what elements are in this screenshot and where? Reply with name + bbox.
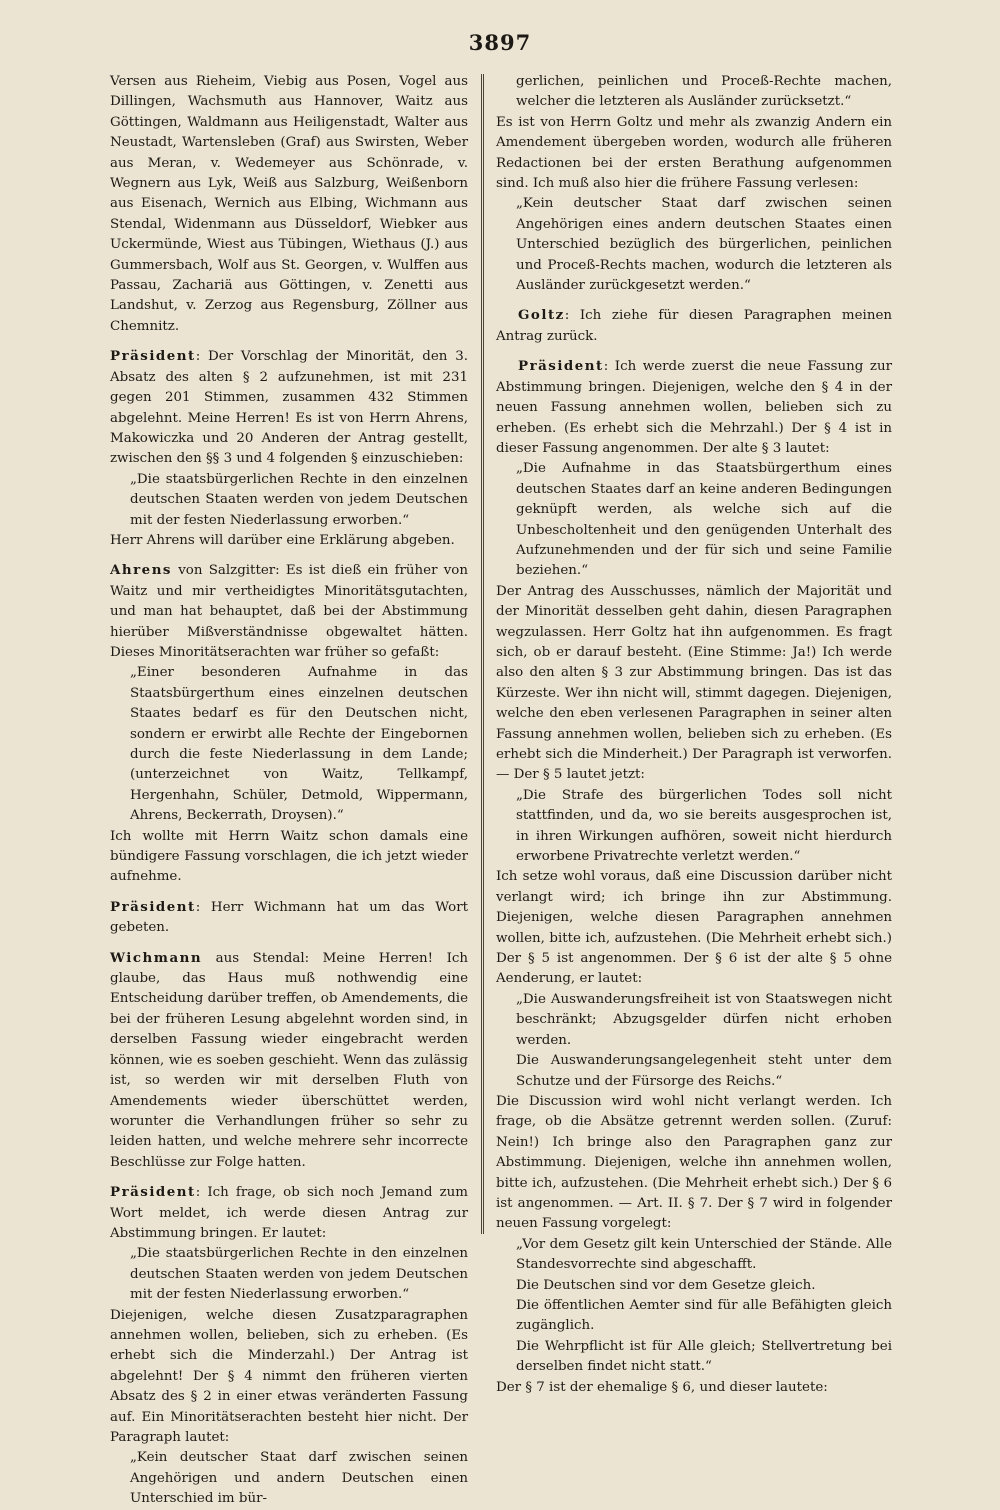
body-paragraph: Herr Ahrens will darüber eine Erklärung abgeben. — [110, 532, 455, 548]
speech-text: : Der Vorschlag der Minorität, den 3. Absatz des alten § 2 aufzunehmen, ist mit 231 gegen 201 Stimmen, zusammen 432 Stimmen abgelehnt. Meine Herren! Es ist von Herrn Ahrens, Makowiczka und 20 Anderen der Antrag gestellt, zwischen den §§ 3 und 4 folgenden § einzuschieben: — [110, 349, 468, 467]
quoted-paragraph: gerlichen, peinlichen und Proceß-Rechte machen, welcher die letzteren als Ausländer zurücksetzt.“ — [516, 74, 892, 110]
speaker-name: Präsident — [110, 898, 196, 915]
speaker-name: Goltz — [518, 307, 565, 324]
speech-paragraph — [496, 305, 892, 347]
speech-text: : Herr Wichmann hat um das Wort gebeten. — [110, 899, 468, 936]
page-number: 3897 — [468, 30, 532, 55]
column-divider — [481, 74, 484, 1234]
speaker-name: Präsident — [110, 1184, 196, 1201]
quoted-paragraph: „Kein deutscher Staat darf zwischen seinen Angehörigen und andern Deutschen einen Unterschied im bür- — [130, 1450, 468, 1507]
body-paragraph: Der § 7 ist der ehemalige § 6, und dieser lautete: — [496, 1379, 828, 1395]
quoted-paragraph: „Die staatsbürgerlichen Rechte in den einzelnen deutschen Staaten werden von jedem Deutschen mit der festen Niederlassung erworben.“ — [130, 471, 468, 528]
body-paragraph: Ich setze wohl voraus, daß eine Discussion darüber nicht verlangt wird; ich bringe ihn zur Abstimmung. Diejenigen, welche diesen Paragraphen annehmen wollen, bitte ich, aufzustehen. (Die Mehrheit erhebt sich.) Der § 5 ist angenommen. Der § 6 ist der alte § 5 ohne Aenderung, er lautet: — [496, 869, 892, 987]
speech-paragraph — [496, 356, 892, 459]
speaker-name: Präsident — [518, 358, 604, 375]
quoted-paragraph: Die öffentlichen Aemter sind für alle Befähigten gleich zugänglich. — [516, 1297, 892, 1334]
right-column — [496, 72, 892, 1398]
speaker-name: Ahrens — [110, 562, 172, 579]
body-paragraph: Diejenigen, welche diesen Zusatzparagraphen annehmen wollen, belieben, sich zu erheben. (Es erhebt sich die Minderzahl.) Der Antrag ist abgelehnt! Der § 4 nimmt den früheren vierten Absatz des § 2 in einer etwas veränderten Fassung auf. Ein Minoritätserachten besteht hier nicht. Der Paragraph lautet: — [110, 1307, 468, 1445]
quoted-paragraph: „Die Auswanderungsfreiheit ist von Staatswegen nicht beschränkt; Abzugsgelder dürfen nicht erhoben werden. — [516, 991, 892, 1048]
quoted-paragraph: Die Deutschen sind vor dem Gesetze gleich. — [516, 1277, 816, 1293]
speaker-name: Wichmann — [110, 949, 203, 966]
quoted-paragraph: „Kein deutscher Staat darf zwischen seinen Angehörigen eines andern deutschen Staates einen Unterschied bezüglich des bürgerlichen, peinlichen und Proceß-Rechts machen, wodurch die letzteren als Ausländer zurückgesetzt werden.“ — [516, 196, 892, 294]
left-column — [110, 72, 468, 1510]
speech-text: : Ich ziehe für diesen Paragraphen meinen Antrag zurück. — [496, 308, 892, 344]
quoted-paragraph: Die Wehrpflicht ist für Alle gleich; Stellvertretung bei derselben findet nicht statt.“ — [516, 1338, 892, 1375]
speaker-name: Präsident — [110, 348, 196, 365]
speech-paragraph — [110, 948, 468, 1173]
body-paragraph: Der Antrag des Ausschusses, nämlich der Majorität und der Minorität desselben geht dahin, diesen Paragraphen wegzulassen. Herr Goltz hat ihn aufgenommen. Es fragt sich, ob er darauf besteht. (Eine Stimme: Ja!) Ich werde also den alten § 3 zur Abstimmung bringen. Das ist das Kürzeste. Wer ihn nicht will, stimmt dagegen. Diejenigen, welche den eben verlesenen Paragraphen in seiner alten Fassung annehmen wollen, belieben sich zu erheben. (Es erhebt sich die Minderheit.) Der Paragraph ist verworfen. — Der § 5 lautet jetzt: — [496, 583, 892, 783]
body-paragraph: Ich wollte mit Herrn Waitz schon damals eine bündigere Fassung vorschlagen, die ich jetzt wieder aufnehme. — [110, 828, 468, 885]
quoted-paragraph: Die Auswanderungsangelegenheit steht unter dem Schutze und der Fürsorge des Reichs.“ — [516, 1053, 892, 1089]
speech-text: : Ich werde zuerst die neue Fassung zur Abstimmung bringen. Diejenigen, welche den § 4 in der neuen Fassung annehmen wollen, belieben sich zu erheben. (Es erhebt sich die Mehrzahl.) Der § 4 ist in dieser Fassung angenommen. Der alte § 3 lautet: — [496, 359, 892, 456]
quoted-paragraph: „Einer besonderen Aufnahme in das Staatsbürgerthum eines einzelnen deutschen Staates bedarf es für den Deutschen nicht, sondern er erwirbt alle Rechte der Eingebornen durch die feste Niederlassung in dem Lande; (unterzeichnet von Waitz, Tellkampf, Hergenhahn, Schüler, Detmold, Wippermann, Ahrens, Beckerrath, Droysen).“ — [130, 665, 468, 824]
speech-paragraph — [110, 1182, 468, 1244]
speech-text: : Ich frage, ob sich noch Jemand zum Wort meldet, ich werde diesen Antrag zur Abstimmung bringen. Er lautet: — [110, 1185, 468, 1241]
quoted-paragraph: „Die Aufnahme in das Staatsbürgerthum eines deutschen Staates darf an keine anderen Bedingungen geknüpft werden, als welche sich auf die Unbescholtenheit und den genügenden Unterhalt des Aufzunehmenden und der für sich und seine Familie beziehen.“ — [516, 461, 892, 579]
quoted-paragraph: „Vor dem Gesetz gilt kein Unterschied der Stände. Alle Standesvorrechte sind abgeschafft. — [516, 1236, 892, 1273]
speech-text: von Salzgitter: Es ist dieß ein früher von Waitz und mir vertheidigtes Minoritätsgutachten, und man hat behauptet, daß bei der Abstimmung hierüber Mißverständnisse obgewaltet hätten. Dieses Minoritätserachten war früher so gefaßt: — [110, 563, 468, 660]
body-paragraph: Die Discussion wird wohl nicht verlangt werden. Ich frage, ob die Absätze getrennt werden sollen. (Zuruf: Nein!) Ich bringe also den Paragraphen ganz zur Abstimmung. Diejenigen, welche ihn annehmen wollen, bitte ich, aufzustehen. (Die Mehrheit erhebt sich.) Der § 6 ist angenommen. — Art. II. § 7. Der § 7 wird in folgender neuen Fassung vorgelegt: — [496, 1093, 892, 1232]
quoted-paragraph: „Die staatsbürgerlichen Rechte in den einzelnen deutschen Staaten werden von jedem Deutschen mit der festen Niederlassung erworben.“ — [130, 1246, 468, 1303]
speech-text: aus Stendal: Meine Herren! Ich glaube, das Haus muß nothwendig eine Entscheidung darüber treffen, ob Amendements, die bei der früheren Lesung abgelehnt worden sind, in derselben Fassung wieder eingebracht werden können, wie es soeben geschieht. Wenn das zulässig ist, so werden wir mit derselben Fluth von Amendements wieder überschüttet werden, worunter die Verhandlungen früher so sehr zu leiden hatten, und welche mehrere sehr incorrecte Beschlüsse zur Folge hatten. — [110, 950, 468, 1170]
quoted-paragraph: „Die Strafe des bürgerlichen Todes soll nicht stattfinden, und da, wo sie bereits ausgesprochen ist, in ihren Wirkungen aufhören, soweit nicht hierdurch erworbene Privatrechte verletzt werden.“ — [516, 787, 892, 865]
body-paragraph: Versen aus Rieheim, Viebig aus Posen, Vogel aus Dillingen, Wachsmuth aus Hannover, Waitz aus Göttingen, Waldmann aus Heiligenstadt, Walter aus Neustadt, Wartensleben (Graf) aus Swirsten, Weber aus Meran, v. Wedemeyer aus Schönrade, v. Wegnern aus Lyk, Weiß aus Salzburg, Weißenborn aus Eisenach, Wernich aus Elbing, Wichmann aus Stendal, Widenmann aus Düsseldorf, Wiebker aus Uckermünde, Wiest aus Tübingen, Wiethaus (J.) aus Gummersbach, Wolf aus St. Georgen, v. Wulffen aus Passau, Zachariä aus Göttingen, v. Zenetti aus Landshut, v. Zerzog aus Regensburg, Zöllner aus Chemnitz. — [110, 74, 468, 334]
speech-paragraph — [110, 346, 468, 469]
speech-paragraph — [110, 560, 468, 663]
speech-paragraph — [110, 897, 468, 939]
body-paragraph: Es ist von Herrn Goltz und mehr als zwanzig Andern ein Amendement übergeben worden, wodurch alle früheren Redactionen bei der ersten Berathung aufgenommen sind. Ich muß also hier die frühere Fassung verlesen: — [496, 114, 892, 192]
